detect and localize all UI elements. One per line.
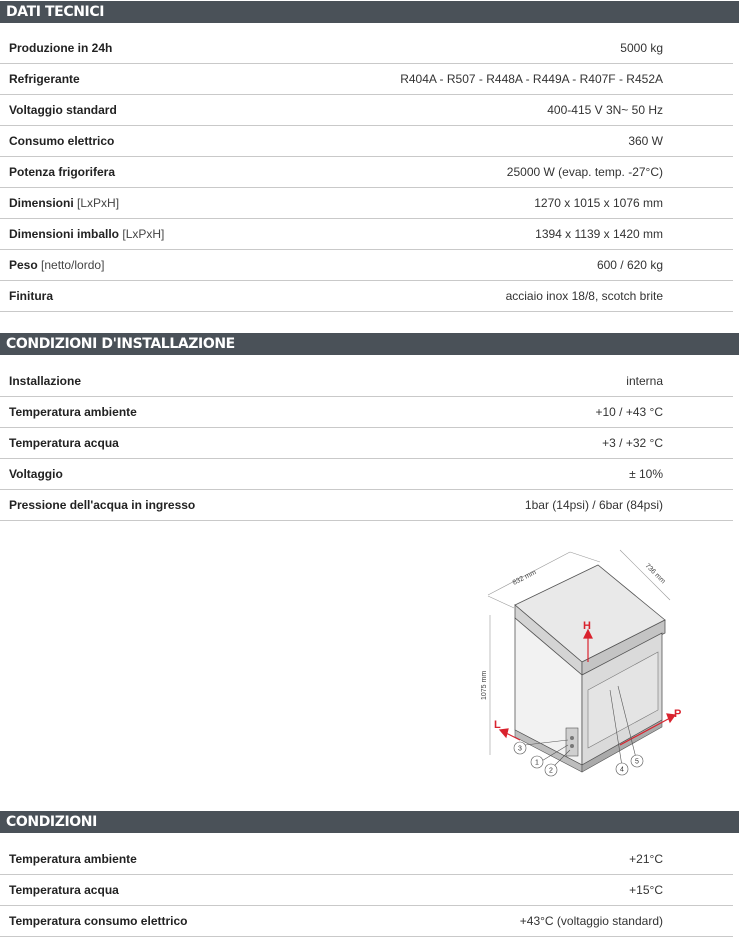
section-header-condizioni: CONDIZIONI bbox=[0, 811, 739, 833]
row-label: Installazione bbox=[9, 374, 82, 388]
table-row bbox=[0, 397, 733, 428]
row-label: Voltaggio standard bbox=[9, 103, 117, 117]
install-table bbox=[0, 366, 733, 521]
table-row bbox=[0, 281, 733, 312]
product-dimension-diagram bbox=[470, 540, 700, 785]
diagram-svg bbox=[470, 540, 700, 785]
table-row bbox=[0, 875, 733, 906]
tech-table bbox=[0, 33, 733, 312]
row-label: Finitura bbox=[9, 289, 53, 303]
row-value: R404A - R507 - R448A - R449A - R407F - R452A bbox=[400, 72, 663, 86]
dim-depth-label: 736 mm bbox=[643, 562, 667, 586]
row-value: 400-415 V 3N~ 50 Hz bbox=[547, 103, 663, 117]
conditions-table bbox=[0, 844, 733, 937]
row-value: +21°C bbox=[629, 852, 663, 866]
connector bbox=[570, 736, 574, 740]
row-label: Produzione in 24h bbox=[9, 41, 113, 55]
callout-2-label: 2 bbox=[549, 767, 553, 775]
row-label: Dimensioni imballo [LxPxH] bbox=[9, 227, 165, 241]
table-row bbox=[0, 219, 733, 250]
row-label: Temperatura ambiente bbox=[9, 405, 137, 419]
row-value: +3 / +32 °C bbox=[602, 436, 663, 450]
row-value: interna bbox=[626, 374, 663, 388]
row-label: Consumo elettrico bbox=[9, 134, 115, 148]
row-label: Temperatura consumo elettrico bbox=[9, 914, 188, 928]
row-label: Peso [netto/lordo] bbox=[9, 258, 105, 272]
table-row bbox=[0, 126, 733, 157]
row-value: 1bar (14psi) / 6bar (84psi) bbox=[524, 498, 663, 512]
callout-3-label: 3 bbox=[518, 745, 522, 753]
axis-l-label: L bbox=[494, 719, 501, 731]
table-row bbox=[0, 250, 733, 281]
callout-4-label: 4 bbox=[620, 766, 624, 774]
table-row bbox=[0, 844, 733, 875]
axis-h-label: H bbox=[583, 620, 591, 632]
table-row bbox=[0, 157, 733, 188]
row-value: acciaio inox 18/8, scotch brite bbox=[505, 289, 663, 303]
table-row bbox=[0, 490, 733, 521]
table-row bbox=[0, 188, 733, 219]
row-value: +15°C bbox=[629, 883, 663, 897]
row-label: Potenza frigorifera bbox=[9, 165, 116, 179]
row-value: +10 / +43 °C bbox=[595, 405, 663, 419]
callout-1-label: 1 bbox=[535, 759, 539, 767]
row-value: ± 10% bbox=[629, 467, 663, 481]
dim-height-label: 1075 mm bbox=[481, 670, 488, 700]
axis-p-label: P bbox=[674, 708, 682, 720]
table-row bbox=[0, 428, 733, 459]
row-label: Voltaggio bbox=[9, 467, 63, 481]
table-row bbox=[0, 64, 733, 95]
table-row bbox=[0, 95, 733, 126]
row-value: 600 / 620 kg bbox=[596, 258, 663, 272]
row-value: +43°C (voltaggio standard) bbox=[519, 914, 663, 928]
dim-width-label: 832 mm bbox=[511, 569, 538, 587]
row-label: Temperatura acqua bbox=[9, 436, 119, 450]
row-value: 1394 x 1139 x 1420 mm bbox=[535, 227, 663, 241]
table-row bbox=[0, 366, 733, 397]
callout-5-label: 5 bbox=[635, 758, 639, 766]
table-row bbox=[0, 33, 733, 64]
row-value: 5000 kg bbox=[620, 41, 663, 55]
row-label: Dimensioni [LxPxH] bbox=[9, 196, 120, 210]
section-header-dati-tecnici: DATI TECNICI bbox=[0, 1, 739, 23]
row-value: 360 W bbox=[628, 134, 663, 148]
table-row bbox=[0, 459, 733, 490]
row-label: Temperatura acqua bbox=[9, 883, 119, 897]
row-label: Refrigerante bbox=[9, 72, 80, 86]
row-label: Temperatura ambiente bbox=[9, 852, 137, 866]
connector bbox=[570, 744, 574, 748]
table-row bbox=[0, 906, 733, 937]
row-value: 25000 W (evap. temp. -27°C) bbox=[506, 165, 663, 179]
section-header-condizioni-installazione: CONDIZIONI D'INSTALLAZIONE bbox=[0, 333, 739, 355]
row-label: Pressione dell'acqua in ingresso bbox=[9, 498, 196, 512]
row-value: 1270 x 1015 x 1076 mm bbox=[534, 196, 663, 210]
